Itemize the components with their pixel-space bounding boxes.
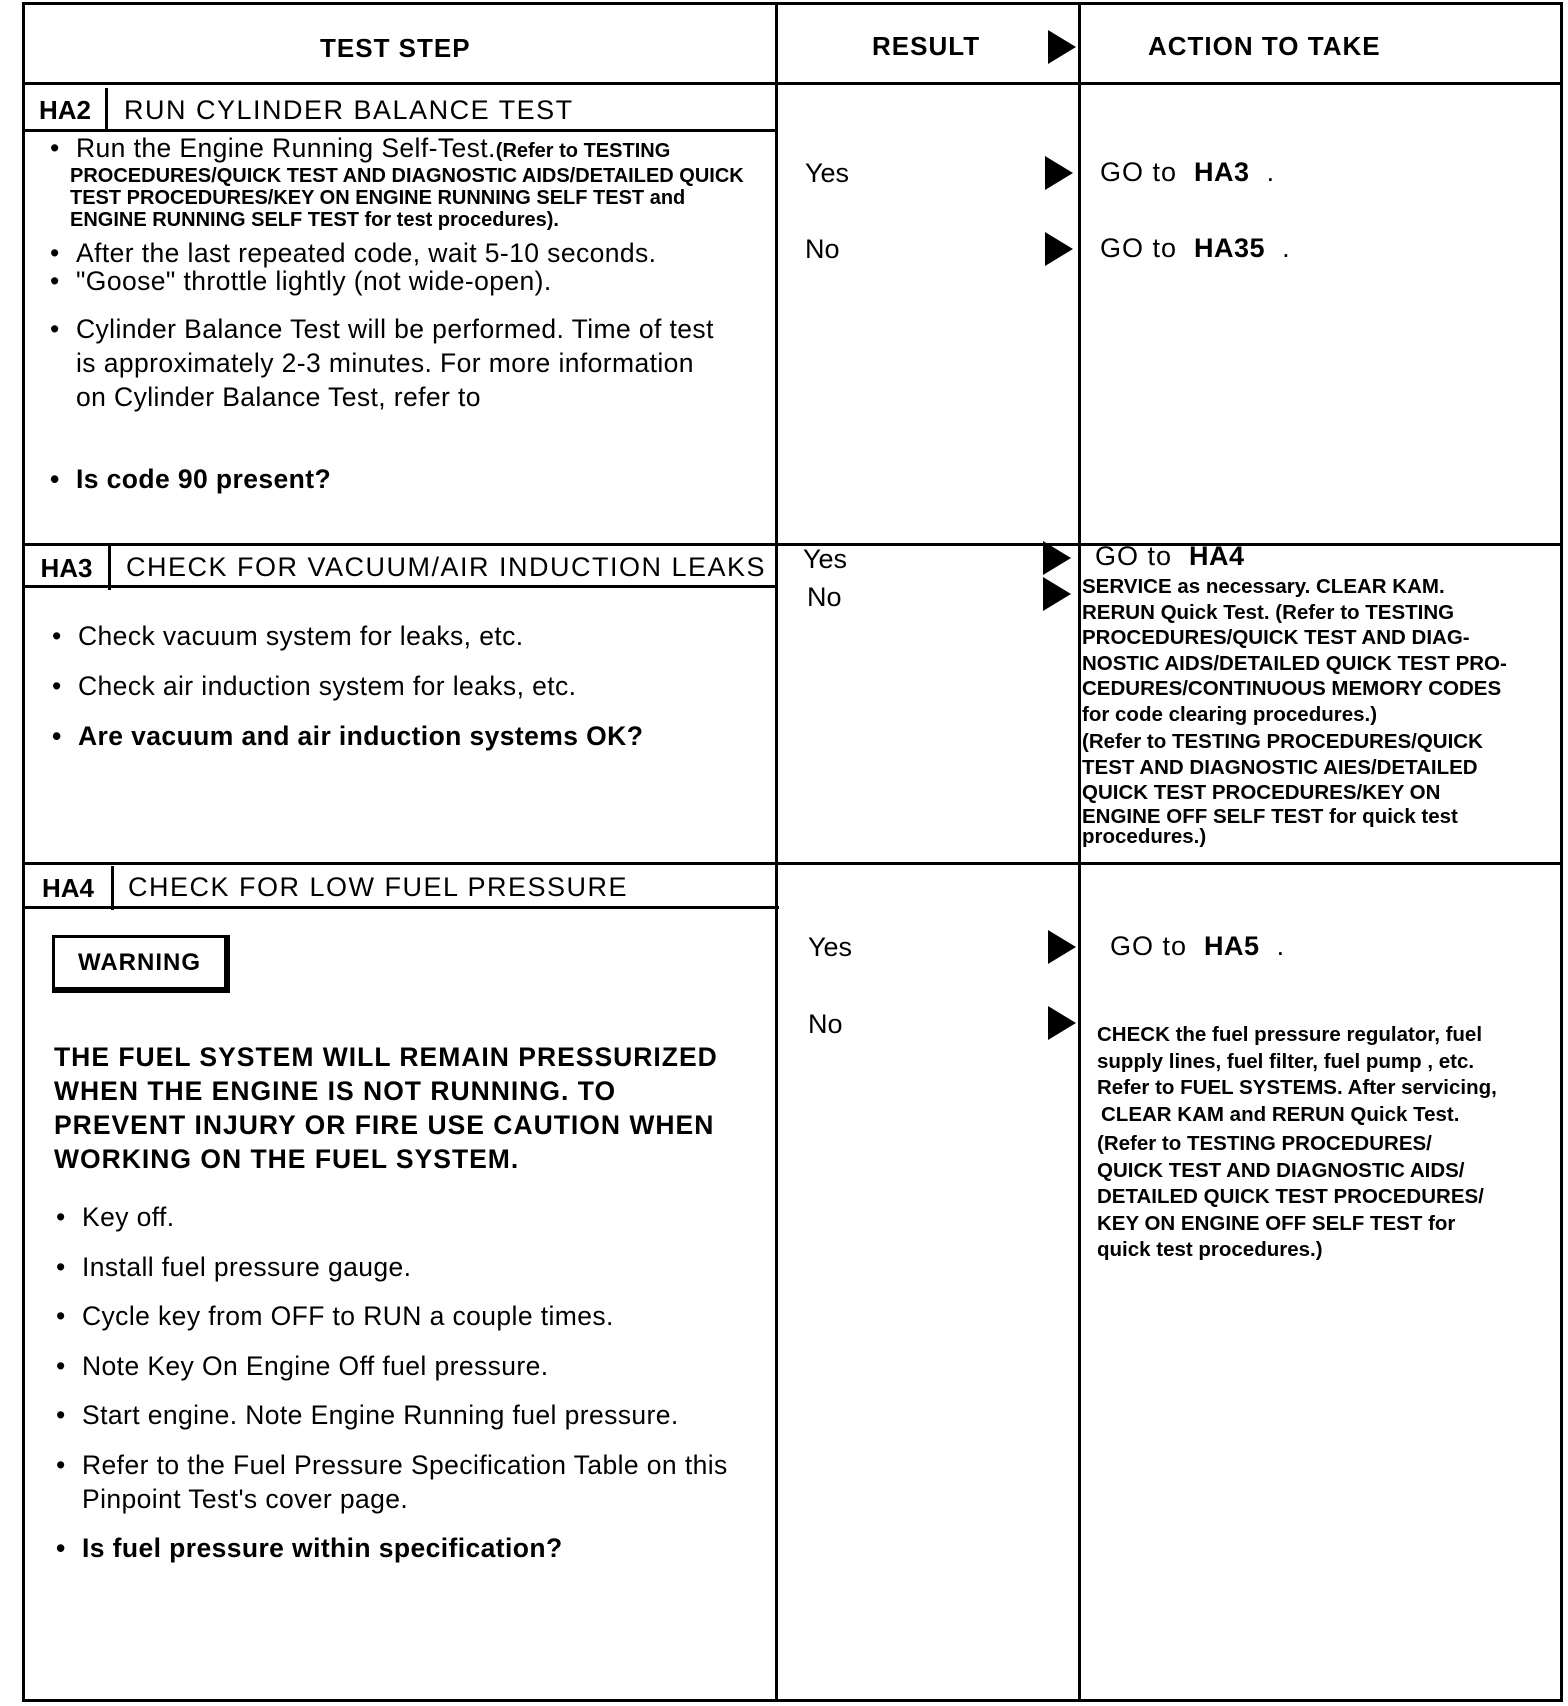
step-code-ha4: HA4 bbox=[25, 866, 114, 910]
bullet-icon: • bbox=[52, 621, 62, 651]
ha3-action-yes: GO to HA4 bbox=[1095, 541, 1245, 571]
bullet-icon: • bbox=[56, 1301, 66, 1331]
ha4-no-arrow-icon bbox=[1048, 1006, 1076, 1040]
ha3-result-yes: Yes bbox=[803, 544, 848, 574]
ha3-action-no: SERVICE as necessary. CLEAR KAM. RERUN Quick Test. (Refer to TESTING PROCEDURES/QUICK TEST AND DIAG- NOSTIC AIDS/DETAILED QUICK TEST PRO- CEDURES/CONTINUOUS MEMORY CODES for code clearing procedures.) (Refer to TESTING PROCEDURES/QUICK TEST AND DIAGNOSTIC AIES/DETAILED QUICK TEST PROCEDURES/KEY ON ENGINE OFF SELF TEST for quick test procedures.) bbox=[1082, 575, 1507, 848]
ha3-yes-arrow-icon bbox=[1043, 541, 1071, 575]
step-title-underline-ha3 bbox=[25, 585, 777, 588]
ha2-result-no: No bbox=[805, 234, 840, 264]
column-divider-2 bbox=[1078, 2, 1081, 1702]
ha2-result-yes: Yes bbox=[805, 158, 850, 188]
bullet-icon: • bbox=[50, 133, 60, 163]
step-code-ha3: HA3 bbox=[25, 546, 111, 590]
row-divider-2 bbox=[22, 862, 1563, 865]
ha4-bullet-5: • Start engine. Note Engine Running fuel pressure. bbox=[56, 1400, 679, 1430]
bullet-icon: • bbox=[56, 1202, 66, 1232]
ha4-bullet-4: • Note Key On Engine Off fuel pressure. bbox=[56, 1351, 549, 1381]
ha3-bullet-1: • Check vacuum system for leaks, etc. bbox=[52, 621, 524, 651]
bullet-icon: • bbox=[52, 721, 62, 751]
header-result: RESULT bbox=[872, 31, 981, 61]
ha2-action-no: GO to HA35 . bbox=[1100, 233, 1291, 263]
ha2-bullet-1-ref: PROCEDURES/QUICK TEST AND DIAGNOSTIC AIDS/DETAILED QUICK TEST PROCEDURES/KEY ON ENGINE RUNNING SELF TEST and ENGINE RUNNING SELF TEST for test procedures). bbox=[70, 165, 744, 231]
bullet-icon: • bbox=[50, 238, 60, 268]
ha4-bullet-3: • Cycle key from OFF to RUN a couple times. bbox=[56, 1301, 614, 1331]
ha2-bullet-3: • "Goose" throttle lightly (not wide-open). bbox=[50, 266, 552, 296]
row-divider-1 bbox=[22, 543, 1563, 546]
warning-label-box: WARNING bbox=[52, 935, 230, 993]
ha2-bullet-1-lead: Run the Engine Running Self-Test. bbox=[76, 133, 496, 163]
goto-link-ha4[interactable]: HA4 bbox=[1189, 541, 1245, 571]
ha4-yes-arrow-icon bbox=[1048, 930, 1076, 964]
ha2-action-yes: GO to HA3 . bbox=[1100, 157, 1276, 187]
ha4-bullet-2: • Install fuel pressure gauge. bbox=[56, 1252, 412, 1282]
bullet-icon: • bbox=[50, 266, 60, 296]
ha2-yes-arrow-icon bbox=[1045, 156, 1073, 190]
ha4-result-no: No bbox=[808, 1009, 843, 1039]
ha3-no-arrow-icon bbox=[1043, 577, 1071, 611]
ha4-question: • Is fuel pressure within specification? bbox=[56, 1533, 563, 1563]
goto-link-ha5[interactable]: HA5 bbox=[1204, 931, 1260, 961]
goto-link-ha35[interactable]: HA35 bbox=[1194, 233, 1266, 263]
ha2-bullet-2: • After the last repeated code, wait 5-10 seconds. bbox=[50, 238, 657, 268]
step-title-underline-ha4 bbox=[25, 906, 779, 909]
warning-text: THE FUEL SYSTEM WILL REMAIN PRESSURIZED WHEN THE ENGINE IS NOT RUNNING. TO PREVENT INJURY OR FIRE USE CAUTION WHEN WORKING ON THE FUEL SYSTEM. bbox=[54, 1042, 718, 1174]
bullet-icon: • bbox=[50, 464, 60, 494]
bullet-icon: • bbox=[50, 314, 60, 344]
step-title-ha4: CHECK FOR LOW FUEL PRESSURE bbox=[128, 872, 629, 902]
bullet-icon: • bbox=[56, 1533, 66, 1563]
ha4-action-yes: GO to HA5 . bbox=[1110, 931, 1286, 961]
header-test-step: TEST STEP bbox=[320, 33, 471, 63]
ha3-bullet-2: • Check air induction system for leaks, etc. bbox=[52, 671, 577, 701]
ha4-bullet-6: • Refer to the Fuel Pressure Specification Table on this Pinpoint Test's cover page. bbox=[56, 1450, 728, 1514]
ha3-result-no: No bbox=[807, 582, 842, 612]
goto-link-ha3[interactable]: HA3 bbox=[1194, 157, 1250, 187]
bullet-icon: • bbox=[56, 1400, 66, 1430]
header-action: ACTION TO TAKE bbox=[1148, 31, 1381, 61]
bullet-icon: • bbox=[56, 1351, 66, 1381]
header-arrow-icon bbox=[1048, 30, 1076, 64]
ha2-bullet-4: • Cylinder Balance Test will be performed. Time of test is approximately 2-3 minutes. For more information on Cylinder Balance Test, refer to bbox=[50, 314, 714, 412]
ha4-result-yes: Yes bbox=[808, 932, 853, 962]
ha2-bullet-1-ref-start: (Refer to TESTING bbox=[495, 140, 671, 162]
ha4-bullet-1: • Key off. bbox=[56, 1202, 175, 1232]
ha2-question: • Is code 90 present? bbox=[50, 464, 332, 494]
bullet-icon: • bbox=[52, 671, 62, 701]
bullet-icon: • bbox=[56, 1450, 66, 1480]
step-title-ha3: CHECK FOR VACUUM/AIR INDUCTION LEAKS bbox=[126, 552, 767, 582]
ha3-question: • Are vacuum and air induction systems OK? bbox=[52, 721, 644, 751]
ha2-no-arrow-icon bbox=[1045, 232, 1073, 266]
ha2-bullet-1 bbox=[50, 131, 766, 165]
bullet-icon: • bbox=[56, 1252, 66, 1282]
ha4-action-no: CHECK the fuel pressure regulator, fuel supply lines, fuel filter, fuel pump , etc. Refer to FUEL SYSTEMS. After servicing, CLEAR KAM and RERUN Quick Test. (Refer to TESTING PROCEDURES/ QUICK TEST AND DIAGNOSTIC AIDS/ DETAILED QUICK TEST PROCEDURES/ KEY ON ENGINE OFF SELF TEST for quick test procedures.) bbox=[1097, 1023, 1497, 1261]
step-code-ha2: HA2 bbox=[25, 88, 108, 132]
header-divider bbox=[22, 82, 1563, 85]
step-title-ha2: RUN CYLINDER BALANCE TEST bbox=[124, 95, 574, 125]
